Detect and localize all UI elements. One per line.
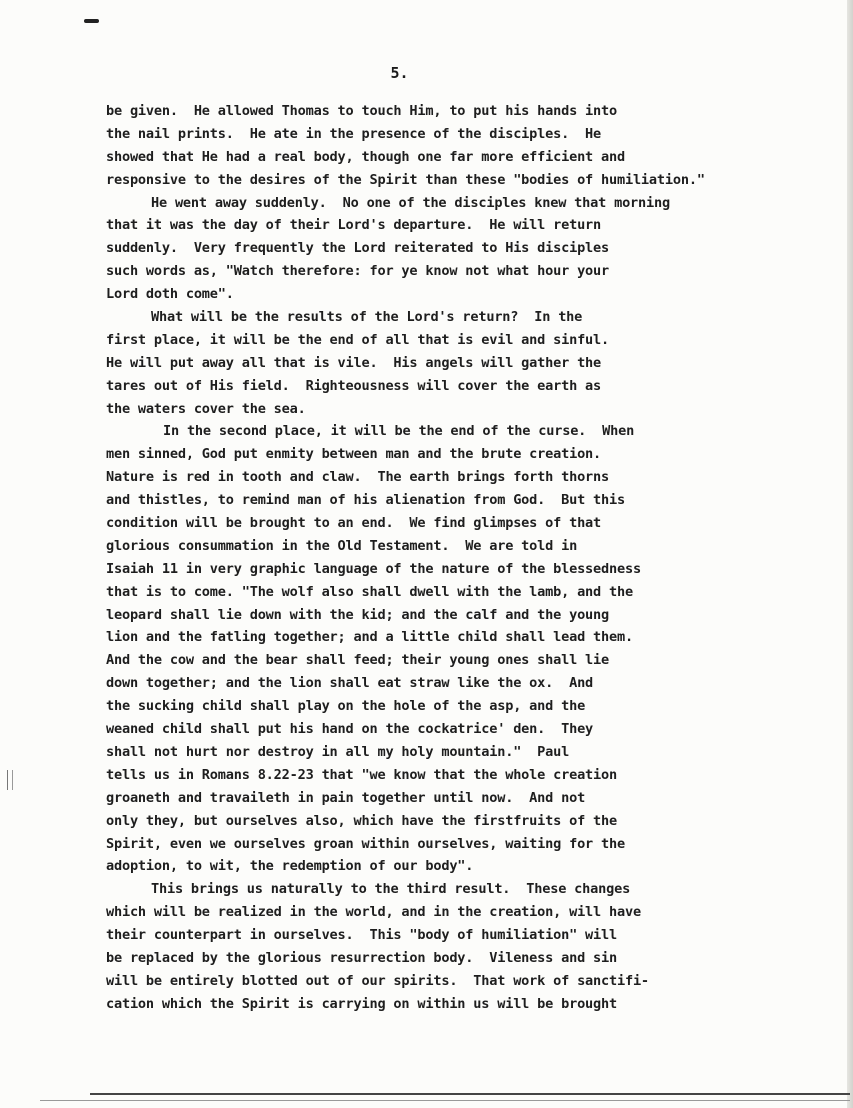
text-line: weaned child shall put his hand on the cockatrice' den. They	[106, 721, 594, 738]
text-line: Nature is red in tooth and claw. The earth brings forth thorns	[106, 469, 610, 486]
text-line: the nail prints. He ate in the presence of the disciples. He	[106, 125, 602, 142]
text-line: Isaiah 11 in very graphic language of the nature of the blessedness	[106, 560, 641, 577]
text-line: shall not hurt nor destroy in all my holy mountain." Paul	[106, 743, 570, 760]
text-line: men sinned, God put enmity between man and the brute creation.	[106, 446, 602, 463]
text-line: tares out of His field. Righteousness will cover the earth as	[106, 377, 602, 394]
text-line: only they, but ourselves also, which have the firstfruits of the	[106, 812, 617, 829]
page-number	[0, 64, 853, 82]
text-line: first place, it will be the end of all that is evil and sinful.	[106, 331, 610, 348]
text-line: leopard shall lie down with the kid; and the calf and the young	[106, 606, 610, 623]
text-line: He went away suddenly. No one of the disciples knew that morning	[151, 194, 670, 211]
text-line: adoption, to wit, the redemption of our body".	[106, 858, 474, 875]
text-line: their counterpart in ourselves. This "body of humiliation" will	[106, 927, 617, 944]
text-line: the waters cover the sea.	[106, 400, 306, 417]
text-line: In the second place, it will be the end of the curse. When	[163, 423, 635, 440]
text-line: Lord doth come".	[106, 286, 234, 303]
text-line: condition will be brought to an end. We find glimpses of that	[106, 515, 602, 532]
bottom-edge	[40, 1100, 850, 1101]
ink-mark	[84, 19, 99, 23]
text-line: And the cow and the bear shall feed; their young ones shall lie	[106, 652, 610, 669]
text-line: This brings us naturally to the third result. These changes	[151, 881, 631, 898]
text-line: What will be the results of the Lord's return? In the	[151, 309, 583, 326]
typed-body-text	[106, 100, 746, 1016]
margin-mark	[7, 770, 13, 790]
bottom-rule	[90, 1093, 850, 1095]
text-line: that is to come. "The wolf also shall dwell with the lamb, and the	[106, 583, 633, 600]
page-edge-shadow	[847, 0, 853, 1108]
text-line: be given. He allowed Thomas to touch Him, to put his hands into	[106, 103, 617, 119]
text-line: Spirit, even we ourselves groan within ourselves, waiting for the	[106, 835, 625, 852]
text-line: groaneth and travaileth in pain together until now. And not	[106, 789, 586, 806]
text-line: be replaced by the glorious resurrection body. Vileness and sin	[106, 949, 617, 966]
text-line: lion and the fatling together; and a little child shall lead them.	[106, 629, 633, 646]
text-line: cation which the Spirit is carrying on within us will be brought	[106, 995, 617, 1012]
text-line: the sucking child shall play on the hole of the asp, and the	[106, 698, 586, 715]
text-line: responsive to the desires of the Spirit than these "bodies of humiliation."	[106, 171, 705, 188]
text-line: that it was the day of their Lord's departure. He will return	[106, 217, 602, 234]
text-line: which will be realized in the world, and in the creation, will have	[106, 904, 641, 921]
text-line: He will put away all that is vile. His angels will gather the	[106, 354, 602, 371]
text-line: showed that He had a real body, though one far more efficient and	[106, 148, 625, 165]
text-line: will be entirely blotted out of our spirits. That work of sanctifi-	[106, 972, 649, 989]
text-line: glorious consummation in the Old Testament. We are told in	[106, 537, 578, 554]
page-number-text: 5.	[390, 64, 409, 82]
text-line: down together; and the lion shall eat straw like the ox. And	[106, 675, 594, 692]
text-line: such words as, "Watch therefore: for ye know not what hour your	[106, 263, 610, 280]
text-line: and thistles, to remind man of his alienation from God. But this	[106, 492, 625, 509]
text-line: tells us in Romans 8.22-23 that "we know that the whole creation	[106, 766, 617, 783]
text-line: suddenly. Very frequently the Lord reiterated to His disciples	[106, 240, 610, 257]
